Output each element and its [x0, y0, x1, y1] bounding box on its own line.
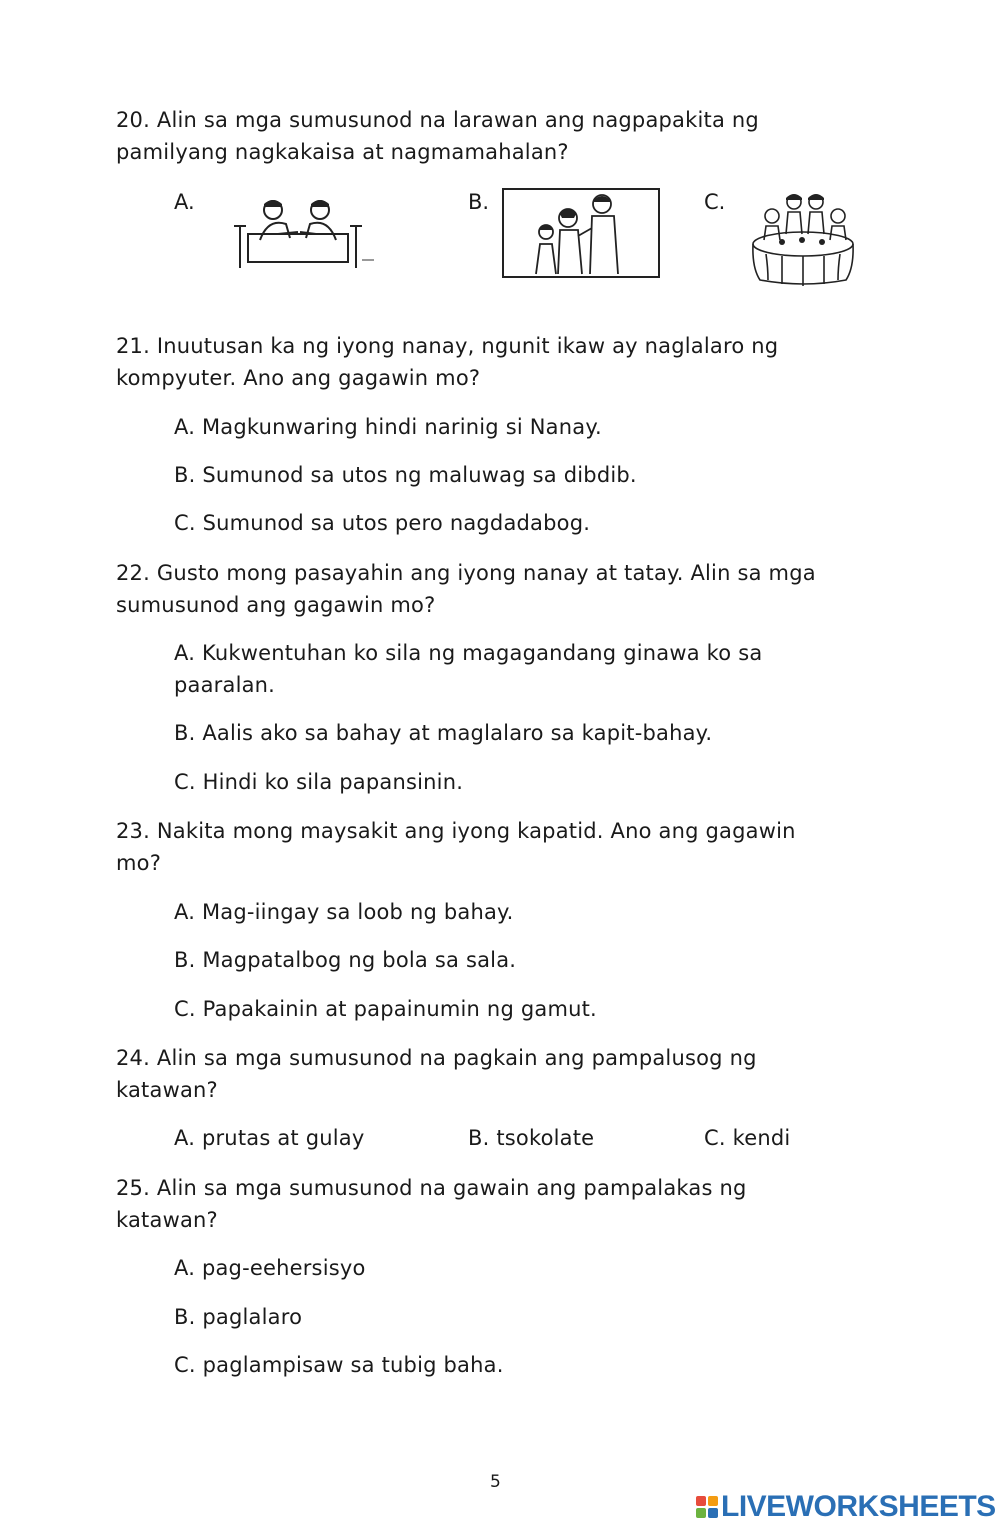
question-20-line-1: 20. Alin sa mga sumusunod na larawan ang nagpapakita ng	[116, 108, 759, 132]
q23-option-b[interactable]: B. Magpatalbog ng bola sa sala.	[174, 948, 517, 972]
q22-option-a-line-2: paaralan.	[174, 673, 276, 697]
q20-picture-b-family-group[interactable]	[502, 188, 660, 278]
question-24	[116, 1042, 876, 1106]
q22-option-a[interactable]	[174, 637, 874, 701]
q24-option-c[interactable]: C. kendi	[704, 1126, 791, 1150]
q24-option-a[interactable]: A. prutas at gulay	[174, 1126, 365, 1150]
q21-option-b[interactable]: B. Sumunod sa utos ng maluwag sa dibdib.	[174, 463, 637, 487]
question-22	[116, 557, 876, 621]
question-22-line-2: sumusunod ang gagawin mo?	[116, 593, 436, 617]
q21-option-a[interactable]: A. Magkunwaring hindi narinig si Nanay.	[174, 415, 602, 439]
question-20-line-2: pamilyang nagkakaisa at nagmamahalan?	[116, 140, 569, 164]
q21-option-c[interactable]: C. Sumunod sa utos pero nagdadabog.	[174, 511, 591, 535]
q20-option-a-label[interactable]: A.	[174, 190, 195, 214]
question-21-line-2: kompyuter. Ano ang gagawin mo?	[116, 366, 481, 390]
page-number: 5	[490, 1472, 501, 1492]
question-21	[116, 330, 876, 394]
question-22-line-1: 22. Gusto mong pasayahin ang iyong nanay at tatay. Alin sa mga	[116, 561, 816, 585]
q25-option-a[interactable]: A. pag-eehersisyo	[174, 1256, 366, 1280]
question-24-line-2: katawan?	[116, 1078, 218, 1102]
question-25	[116, 1172, 876, 1236]
question-23	[116, 815, 876, 879]
q20-picture-a-boys-arguing[interactable]	[228, 196, 378, 272]
liveworksheets-logo[interactable]	[696, 1490, 996, 1524]
logo-text: LIVEWORKSHEETS	[721, 1490, 996, 1523]
question-21-line-1: 21. Inuutusan ka ng iyong nanay, ngunit ikaw ay naglalaro ng	[116, 334, 779, 358]
q22-option-b[interactable]: B. Aalis ako sa bahay at maglalaro sa kapit-bahay.	[174, 721, 713, 745]
q20-option-c-label[interactable]: C.	[704, 190, 726, 214]
logo-grid-icon	[696, 1496, 718, 1518]
question-23-line-2: mo?	[116, 851, 162, 875]
q20-option-b-label[interactable]: B.	[468, 190, 490, 214]
q22-option-a-line-1: A. Kukwentuhan ko sila ng magagandang ginawa ko sa	[174, 641, 763, 665]
q20-picture-c-family-eating-together[interactable]	[746, 188, 860, 288]
question-25-line-2: katawan?	[116, 1208, 218, 1232]
q23-option-a[interactable]: A. Mag-iingay sa loob ng bahay.	[174, 900, 514, 924]
question-24-line-1: 24. Alin sa mga sumusunod na pagkain ang pampalusog ng	[116, 1046, 757, 1070]
q25-option-b[interactable]: B. paglalaro	[174, 1305, 303, 1329]
q22-option-c[interactable]: C. Hindi ko sila papansinin.	[174, 770, 464, 794]
question-23-line-1: 23. Nakita mong maysakit ang iyong kapatid. Ano ang gagawin	[116, 819, 796, 843]
q24-option-b[interactable]: B. tsokolate	[468, 1126, 595, 1150]
question-20	[116, 104, 876, 168]
q23-option-c[interactable]: C. Papakainin at papainumin ng gamut.	[174, 997, 597, 1021]
q25-option-c[interactable]: C. paglampisaw sa tubig baha.	[174, 1353, 504, 1377]
question-25-line-1: 25. Alin sa mga sumusunod na gawain ang pampalakas ng	[116, 1176, 747, 1200]
